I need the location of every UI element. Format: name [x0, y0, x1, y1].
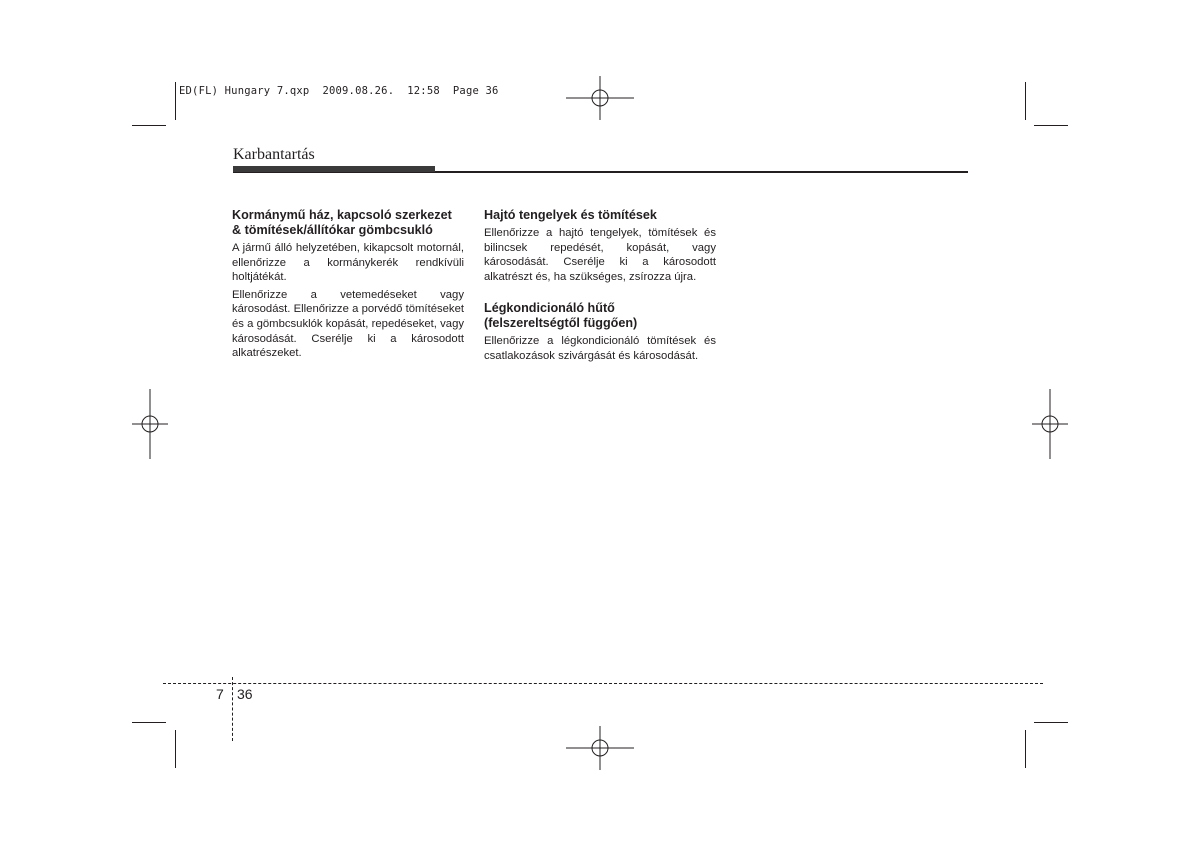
section-heading-ac-condenser-line-2: (felszereltségtől függően) [484, 316, 638, 331]
crop-mark-top-left-v [175, 82, 176, 120]
crop-mark-bottom-left-v [175, 730, 176, 768]
left-column [232, 208, 464, 361]
registration-mark-icon [566, 726, 634, 770]
crop-mark-bottom-left-h [132, 722, 166, 723]
section-heading-drive-shafts: Hajtó tengelyek és tömítések [484, 208, 657, 222]
footer-dashed-divider [232, 677, 233, 741]
footer-dashed-rule [163, 683, 1043, 684]
crop-mark-top-right-h [1034, 125, 1068, 126]
crop-mark-bottom-right-h [1034, 722, 1068, 723]
registration-mark-icon [132, 389, 168, 459]
section-heading-ac-condenser [484, 301, 716, 331]
page-number: 36 [237, 686, 253, 702]
paragraph-ac-condenser: Ellenőrizze a légkondicionáló tömítések és csatlakozások szivárgását és károsodását. [484, 335, 716, 362]
registration-mark-icon [1032, 389, 1068, 459]
paragraph-drive-shafts: Ellenőrizze a hajtó tengelyek, tömítések és bilincsek repedését, kopását, vagy károsodását. Cserélje ki a károsodott alkatrészt és, ha szükséges, zsírozza újra. [484, 227, 716, 283]
section-heading-steering: Kormánymű ház, kapcsoló szerkezet & tömítések/állítókar gömbcsukló [232, 208, 452, 237]
page-title: Karbantartás [233, 146, 315, 163]
section-heading-ac-condenser-line-1: Légkondicionáló hűtő [484, 301, 615, 316]
paragraph-steering-1: A jármű álló helyzetében, kikapcsolt motornál, ellenőrizze a kormánykerék rendkívüli holtjátékát. [232, 242, 464, 284]
registration-mark-icon [566, 76, 634, 120]
slug-line: ED(FL) Hungary 7.qxp 2009.08.26. 12:58 Page 36 [179, 85, 499, 97]
crop-mark-bottom-right-v [1025, 730, 1026, 768]
crop-mark-top-right-v [1025, 82, 1026, 120]
crop-mark-top-left-h [132, 125, 166, 126]
header-rule-accent [233, 166, 435, 172]
right-column [484, 208, 716, 364]
chapter-number: 7 [216, 686, 224, 702]
paragraph-steering-2: Ellenőrizze a vetemedéseket vagy károsodást. Ellenőrizze a porvédő tömítéseket és a gömbcsuklók kopását, repedéseket, vagy károsodását. Cserélje ki a károsodott alkatrészeket. [232, 288, 464, 360]
